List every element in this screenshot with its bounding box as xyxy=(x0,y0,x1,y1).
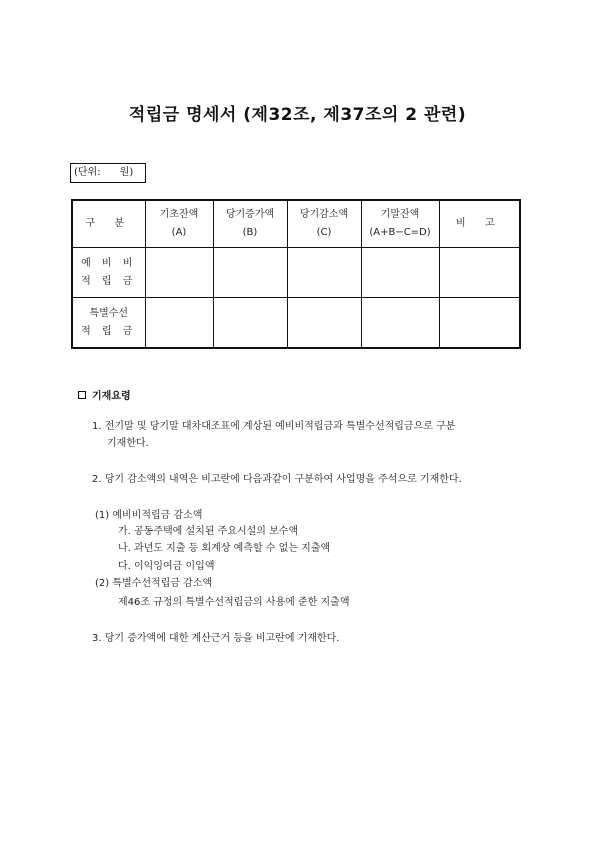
row-label-line: 특별수선 xyxy=(89,307,129,319)
table-cell-input[interactable] xyxy=(213,298,287,349)
unit-label: (단위: 원) xyxy=(70,163,146,183)
header-category xyxy=(72,200,145,248)
row-label-reserve-fund xyxy=(72,248,145,298)
header-closing-balance xyxy=(361,200,439,248)
instruction-sub2-a: 제46조 규정의 특별수선적립금의 사용에 준한 지출액 xyxy=(118,597,350,608)
header-opening-balance-code: (A) xyxy=(171,227,187,238)
instruction-sub2-title: (2) 특별수선적립금 감소액 xyxy=(95,578,213,589)
table-cell-input[interactable] xyxy=(439,248,520,298)
row-label-line: 적 립 금 xyxy=(81,275,137,287)
header-decrease-code: (C) xyxy=(316,227,332,238)
table-cell-input[interactable] xyxy=(145,248,213,298)
header-category-label: 구 분 xyxy=(85,218,132,229)
instruction-sub1-b: 나. 과년도 지출 등 회계상 예측할 수 없는 지출액 xyxy=(118,543,331,554)
header-increase-code: (B) xyxy=(242,227,258,238)
table-cell-input[interactable] xyxy=(361,248,439,298)
instruction-item-1-line2: 기재한다. xyxy=(107,438,149,449)
instruction-item-1-line1: 1. 전기말 및 당기말 대차대조표에 계상된 예비비적립금과 특별수선적립금으로 구분 xyxy=(92,421,456,432)
reserve-statement-table xyxy=(71,199,521,349)
instruction-item-2: 2. 당기 감소액의 내역은 비고란에 다음과같이 구분하여 사업명을 주석으로 기재한다. xyxy=(92,474,462,485)
header-closing-balance-code: (A+B−C=D) xyxy=(369,227,431,238)
table-row-reserve-fund xyxy=(72,248,520,298)
table-cell-input[interactable] xyxy=(361,298,439,349)
row-label-line: 적 립 금 xyxy=(81,325,137,337)
header-remarks-label: 비 고 xyxy=(456,218,503,229)
table-cell-input[interactable] xyxy=(213,248,287,298)
instruction-sub1-title: (1) 예비비적립금 감소액 xyxy=(95,510,203,521)
header-opening-balance xyxy=(145,200,213,248)
header-remarks xyxy=(439,200,520,248)
table-cell-input[interactable] xyxy=(287,248,361,298)
header-increase xyxy=(213,200,287,248)
row-label-line: 예 비 비 xyxy=(81,257,137,269)
checkbox-icon xyxy=(78,391,86,399)
instructions-heading-label: 기재요령 xyxy=(92,391,131,402)
header-opening-balance-label: 기초잔액 xyxy=(159,209,199,220)
instruction-sub1-c: 다. 이익잉여금 이입액 xyxy=(118,561,215,572)
header-decrease-label: 당기감소액 xyxy=(299,209,349,220)
table-header-row xyxy=(72,200,520,248)
instruction-item-3: 3. 당기 증가액에 대한 계산근거 등을 비고란에 기재한다. xyxy=(92,633,340,644)
header-increase-label: 당기증가액 xyxy=(225,209,275,220)
table-cell-input[interactable] xyxy=(287,298,361,349)
row-label-special-repair-fund xyxy=(72,298,145,349)
table-cell-input[interactable] xyxy=(439,298,520,349)
page-title: 적립금 명세서 (제32조, 제37조의 2 관련) xyxy=(128,105,467,125)
header-decrease xyxy=(287,200,361,248)
table-cell-input[interactable] xyxy=(145,298,213,349)
instructions-heading xyxy=(78,387,131,402)
table-row-special-repair-fund xyxy=(72,298,520,349)
instruction-sub1-a: 가. 공동주택에 설치된 주요시설의 보수액 xyxy=(118,526,299,537)
header-closing-balance-label: 기말잔액 xyxy=(380,209,420,220)
